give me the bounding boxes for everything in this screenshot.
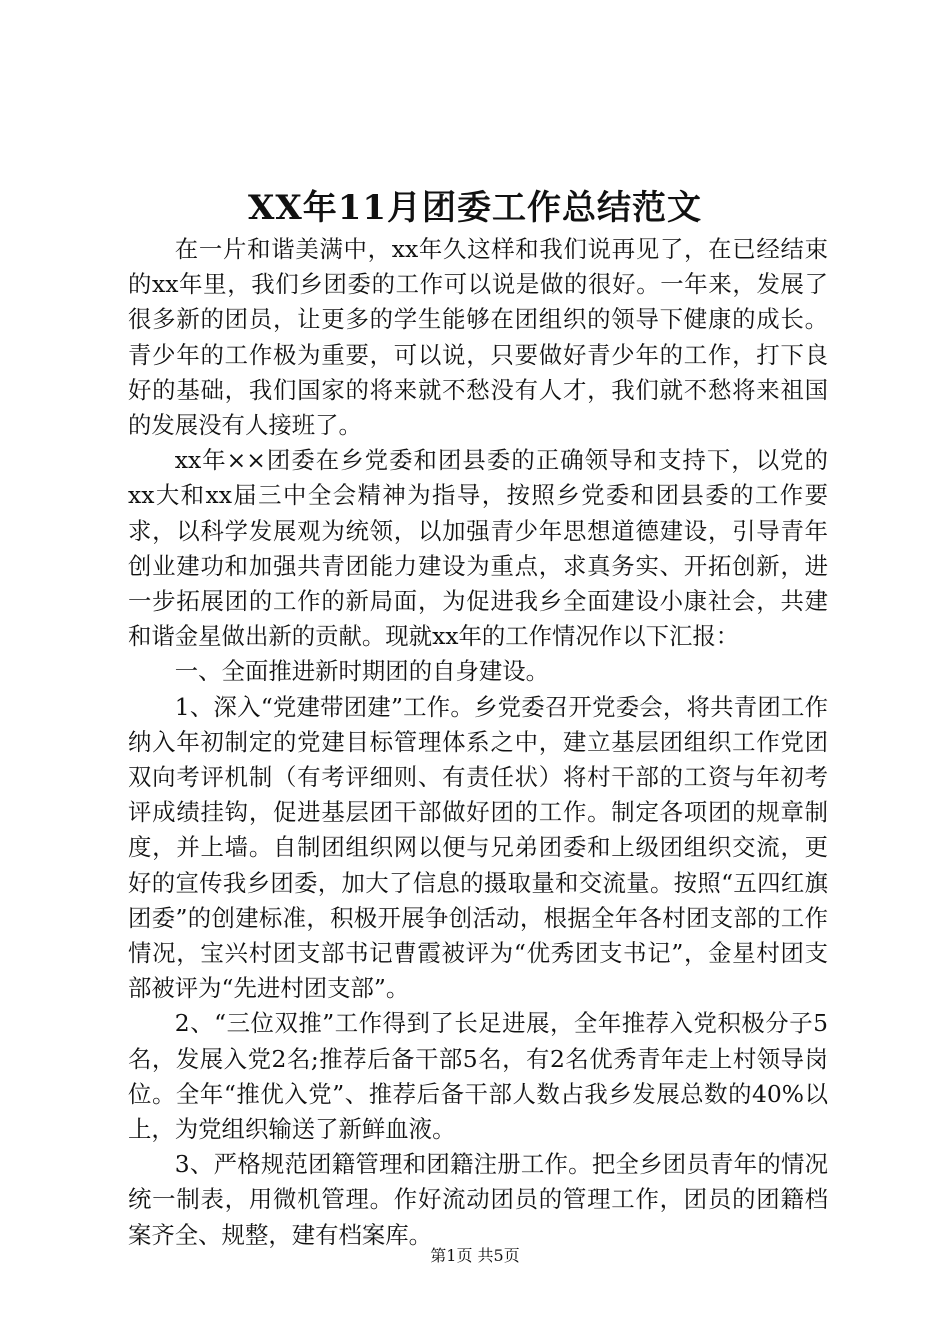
paragraph-intro: 在一片和谐美满中，xx年久这样和我们说再见了，在已经结束的xx年里，我们乡团委的工作可以说是做的很好。一年来，发展了很多新的团员，让更多的学生能够在团组织的领导下健康的成长。青少年的工作极为重要，可以说，只要做好青少年的工作，打下良好的基础，我们国家的将来就不愁没有人才，我们就不愁将来祖国的发展没有人接班了。 — [128, 235, 828, 440]
section-heading-1: 一、全面推进新时期团的自身建设。 — [174, 657, 550, 686]
paragraph-item-3: 3、严格规范团籍管理和团籍注册工作。把全乡团员青年的情况统一制表，用微机管理。作好流动团员的管理工作，团员的团籍档案齐全、规整，建有档案库。 — [128, 1150, 828, 1249]
page-number: 第1页 共5页 — [430, 1246, 520, 1265]
document-body — [128, 232, 828, 1253]
paragraph-item-2: 2、“三位双推”工作得到了长足进展，全年推荐入党积极分子5名，发展入党2名;推荐后备干部5名，有2名优秀青年走上村领导岗位。全年“推优入党”、推荐后备干部人数占我乡发展总数的40%以上，为党组织输送了新鲜血液。 — [128, 1009, 828, 1144]
document-title: XX年11月团委工作总结范文 — [247, 188, 703, 228]
paragraph-overview: xx年××团委在乡党委和团县委的正确领导和支持下，以党的xx大和xx届三中全会精神为指导，按照乡党委和团县委的工作要求，以科学发展观为统领，以加强青少年思想道德建设，引导青年创业建功和加强共青团能力建设为重点，求真务实、开拓创新，进一步拓展团的工作的新局面，为促进我乡全面建设小康社会，共建和谐金星做出新的贡献。现就xx年的工作情况作以下汇报： — [128, 446, 828, 651]
paragraph-item-1: 1、深入“党建带团建”工作。乡党委召开党委会，将共青团工作纳入年初制定的党建目标管理体系之中，建立基层团组织工作党团双向考评机制（有考评细则、有责任状）将村干部的工资与年初考评成绩挂钩，促进基层团干部做好团的工作。制定各项团的规章制度，并上墙。自制团组织网以便与兄弟团委和上级团组织交流，更好的宣传我乡团委，加大了信息的摄取量和交流量。按照“五四红旗团委”的创建标准，积极开展争创活动，根据全年各村团支部的工作情况，宝兴村团支部书记曹霞被评为“优秀团支书记”，金星村团支部被评为“先进村团支部”。 — [128, 692, 828, 1003]
